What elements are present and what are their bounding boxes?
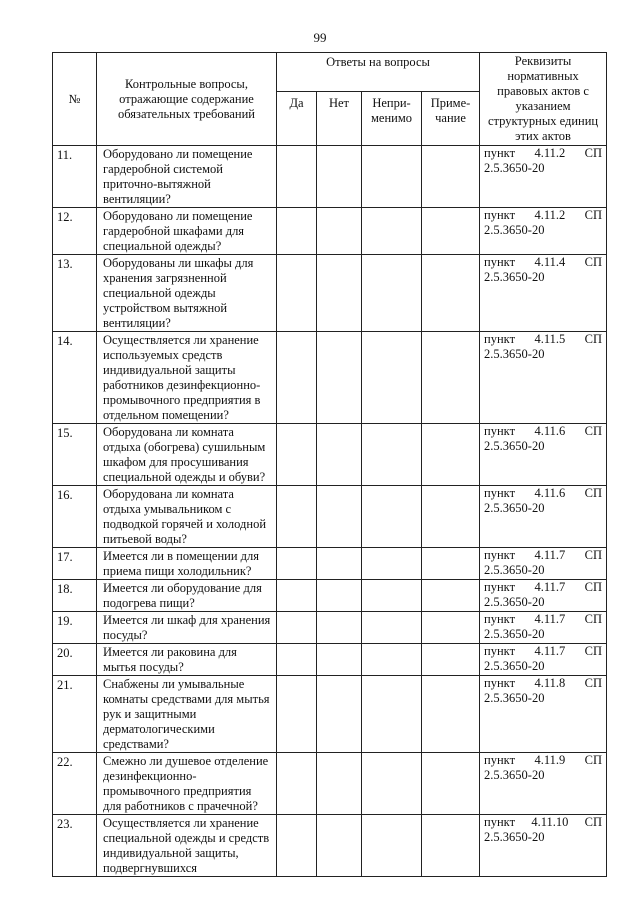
ref-code: 2.5.3650-20: [484, 595, 545, 609]
ref-sp-label: СП: [584, 332, 603, 346]
answer-no-cell[interactable]: [317, 753, 362, 815]
answer-yes-cell[interactable]: [277, 815, 317, 877]
answer-na-cell[interactable]: [362, 612, 422, 644]
answer-note-cell[interactable]: [422, 332, 480, 424]
ref-clause-number: 4.11.7: [534, 644, 566, 658]
answer-no-cell[interactable]: [317, 612, 362, 644]
answer-na-cell[interactable]: [362, 580, 422, 612]
row-question: Имеется ли оборудование для подогрева пищи?: [97, 580, 277, 612]
answer-na-cell[interactable]: [362, 753, 422, 815]
ref-code: 2.5.3650-20: [484, 347, 545, 361]
row-requisites: [480, 580, 607, 612]
ref-item-label: пункт: [484, 644, 516, 658]
answer-note-cell[interactable]: [422, 255, 480, 332]
ref-sp-label: СП: [584, 676, 603, 690]
table-row: [53, 676, 607, 753]
ref-code: 2.5.3650-20: [484, 501, 545, 515]
answer-na-cell[interactable]: [362, 815, 422, 877]
row-requisites: [480, 753, 607, 815]
ref-sp-label: СП: [584, 486, 603, 500]
answer-yes-cell[interactable]: [277, 424, 317, 486]
answer-no-cell[interactable]: [317, 580, 362, 612]
ref-code: 2.5.3650-20: [484, 627, 545, 641]
row-number: 14.: [53, 332, 97, 424]
header-not-applicable: Непри-менимо: [362, 92, 422, 146]
answer-note-cell[interactable]: [422, 815, 480, 877]
answer-yes-cell[interactable]: [277, 332, 317, 424]
ref-item-label: пункт: [484, 332, 516, 346]
ref-clause-number: 4.11.10: [531, 815, 569, 829]
header-number: №: [53, 53, 97, 146]
ref-item-label: пункт: [484, 146, 516, 160]
answer-note-cell[interactable]: [422, 753, 480, 815]
ref-clause-number: 4.11.6: [534, 424, 566, 438]
ref-code: 2.5.3650-20: [484, 691, 545, 705]
ref-item-label: пункт: [484, 486, 516, 500]
row-requisites: [480, 612, 607, 644]
answer-na-cell[interactable]: [362, 424, 422, 486]
ref-item-label: пункт: [484, 612, 516, 626]
ref-clause-number: 4.11.5: [534, 332, 566, 346]
row-requisites: [480, 548, 607, 580]
row-number: 21.: [53, 676, 97, 753]
row-question: Смежно ли душевое отделение дезинфекционно-промывочного предприятия для работников с прачечной?: [97, 753, 277, 815]
answer-yes-cell[interactable]: [277, 753, 317, 815]
row-number: 18.: [53, 580, 97, 612]
answer-no-cell[interactable]: [317, 424, 362, 486]
ref-code: 2.5.3650-20: [484, 768, 545, 782]
ref-code: 2.5.3650-20: [484, 830, 545, 844]
answer-na-cell[interactable]: [362, 644, 422, 676]
row-question: Оборудованы ли шкафы для хранения загрязненной специальной одежды устройством вытяжной вентиляции?: [97, 255, 277, 332]
table-row: [53, 580, 607, 612]
answer-na-cell[interactable]: [362, 146, 422, 208]
row-requisites: [480, 146, 607, 208]
ref-sp-label: СП: [584, 644, 603, 658]
row-requisites: [480, 424, 607, 486]
answer-yes-cell[interactable]: [277, 676, 317, 753]
ref-clause-number: 4.11.8: [534, 676, 566, 690]
answer-note-cell[interactable]: [422, 548, 480, 580]
answer-na-cell[interactable]: [362, 676, 422, 753]
ref-clause-number: 4.11.6: [534, 486, 566, 500]
row-number: 19.: [53, 612, 97, 644]
ref-item-label: пункт: [484, 424, 516, 438]
row-number: 20.: [53, 644, 97, 676]
ref-item-label: пункт: [484, 580, 516, 594]
row-question: Оборудовано ли помещение гардеробной шкафами для специальной одежды?: [97, 208, 277, 255]
header-question: Контрольные вопросы, отражающие содержание обязательных требований: [97, 53, 277, 146]
ref-code: 2.5.3650-20: [484, 659, 545, 673]
ref-item-label: пункт: [484, 753, 516, 767]
table-row: [53, 332, 607, 424]
ref-item-label: пункт: [484, 676, 516, 690]
row-requisites: [480, 486, 607, 548]
answer-note-cell[interactable]: [422, 644, 480, 676]
table-row: [53, 486, 607, 548]
answer-na-cell[interactable]: [362, 486, 422, 548]
row-number: 13.: [53, 255, 97, 332]
ref-clause-number: 4.11.2: [534, 208, 566, 222]
table-row: [53, 255, 607, 332]
row-number: 17.: [53, 548, 97, 580]
row-question: Имеется ли в помещении для приема пищи холодильник?: [97, 548, 277, 580]
row-number: 22.: [53, 753, 97, 815]
row-requisites: [480, 676, 607, 753]
ref-sp-label: СП: [584, 424, 603, 438]
answer-no-cell[interactable]: [317, 676, 362, 753]
header-requisites: Реквизиты нормативных правовых актов с указанием структурных единиц этих актов: [480, 53, 607, 146]
row-requisites: [480, 644, 607, 676]
row-number: 23.: [53, 815, 97, 877]
table-row: [53, 815, 607, 877]
answer-note-cell[interactable]: [422, 486, 480, 548]
answer-note-cell[interactable]: [422, 208, 480, 255]
ref-sp-label: СП: [584, 753, 603, 767]
answer-no-cell[interactable]: [317, 255, 362, 332]
ref-code: 2.5.3650-20: [484, 439, 545, 453]
answer-yes-cell[interactable]: [277, 146, 317, 208]
row-number: 12.: [53, 208, 97, 255]
ref-sp-label: СП: [584, 612, 603, 626]
ref-clause-number: 4.11.7: [534, 548, 566, 562]
answer-yes-cell[interactable]: [277, 612, 317, 644]
ref-sp-label: СП: [584, 580, 603, 594]
answer-note-cell[interactable]: [422, 424, 480, 486]
answer-na-cell[interactable]: [362, 332, 422, 424]
answer-yes-cell[interactable]: [277, 548, 317, 580]
ref-code: 2.5.3650-20: [484, 223, 545, 237]
answer-no-cell[interactable]: [317, 548, 362, 580]
answer-note-cell[interactable]: [422, 146, 480, 208]
header-answers: Ответы на вопросы: [277, 53, 480, 92]
answer-no-cell[interactable]: [317, 644, 362, 676]
row-question: Оборудовано ли помещение гардеробной системой приточно-вытяжной вентиляции?: [97, 146, 277, 208]
table-row: [53, 612, 607, 644]
answer-yes-cell[interactable]: [277, 644, 317, 676]
table-row: [53, 753, 607, 815]
ref-sp-label: СП: [584, 548, 603, 562]
table-row: [53, 424, 607, 486]
row-requisites: [480, 208, 607, 255]
answer-no-cell[interactable]: [317, 332, 362, 424]
header-yes: Да: [277, 92, 317, 146]
ref-code: 2.5.3650-20: [484, 270, 545, 284]
answer-yes-cell[interactable]: [277, 580, 317, 612]
row-question: Оборудована ли комната отдыха (обогрева) сушильным шкафом для просушивания специальной одежды и обуви?: [97, 424, 277, 486]
ref-clause-number: 4.11.9: [534, 753, 566, 767]
row-question: Снабжены ли умывальные комнаты средствами для мытья рук и защитными дерматологическими средствами?: [97, 676, 277, 753]
answer-yes-cell[interactable]: [277, 255, 317, 332]
table-row: [53, 146, 607, 208]
answer-na-cell[interactable]: [362, 208, 422, 255]
answer-no-cell[interactable]: [317, 146, 362, 208]
page-number: 99: [313, 30, 327, 45]
ref-code: 2.5.3650-20: [484, 161, 545, 175]
answer-yes-cell[interactable]: [277, 208, 317, 255]
answer-na-cell[interactable]: [362, 255, 422, 332]
ref-sp-label: СП: [584, 146, 603, 160]
ref-clause-number: 4.11.7: [534, 580, 566, 594]
ref-item-label: пункт: [484, 208, 516, 222]
ref-item-label: пункт: [484, 548, 516, 562]
ref-item-label: пункт: [484, 815, 516, 829]
header-no: Нет: [317, 92, 362, 146]
answer-yes-cell[interactable]: [277, 486, 317, 548]
row-question: Оборудована ли комната отдыха умывальником с подводкой горячей и холодной питьевой воды?: [97, 486, 277, 548]
ref-clause-number: 4.11.7: [534, 612, 566, 626]
row-question: Имеется ли раковина для мытья посуды?: [97, 644, 277, 676]
answer-no-cell[interactable]: [317, 208, 362, 255]
table-row: [53, 548, 607, 580]
table-row: [53, 644, 607, 676]
answer-na-cell[interactable]: [362, 548, 422, 580]
ref-item-label: пункт: [484, 255, 516, 269]
ref-sp-label: СП: [584, 815, 603, 829]
row-requisites: [480, 255, 607, 332]
ref-sp-label: СП: [584, 208, 603, 222]
answer-note-cell[interactable]: [422, 676, 480, 753]
answer-no-cell[interactable]: [317, 486, 362, 548]
row-requisites: [480, 815, 607, 877]
row-question: Имеется ли шкаф для хранения посуды?: [97, 612, 277, 644]
table-row: [53, 208, 607, 255]
row-number: 11.: [53, 146, 97, 208]
row-question: Осуществляется ли хранение специальной одежды и средств индивидуальной защиты, подвергнувшихся: [97, 815, 277, 877]
row-number: 15.: [53, 424, 97, 486]
ref-clause-number: 4.11.2: [534, 146, 566, 160]
answer-note-cell[interactable]: [422, 612, 480, 644]
row-requisites: [480, 332, 607, 424]
row-question: Осуществляется ли хранение используемых средств индивидуальной защиты работников дезинфекционно-промывочного предприятия в отдельном помещении?: [97, 332, 277, 424]
answer-no-cell[interactable]: [317, 815, 362, 877]
row-number: 16.: [53, 486, 97, 548]
ref-sp-label: СП: [584, 255, 603, 269]
answer-note-cell[interactable]: [422, 580, 480, 612]
ref-code: 2.5.3650-20: [484, 563, 545, 577]
header-note: Приме-чание: [422, 92, 480, 146]
checklist-table: [52, 52, 607, 877]
ref-clause-number: 4.11.4: [534, 255, 566, 269]
